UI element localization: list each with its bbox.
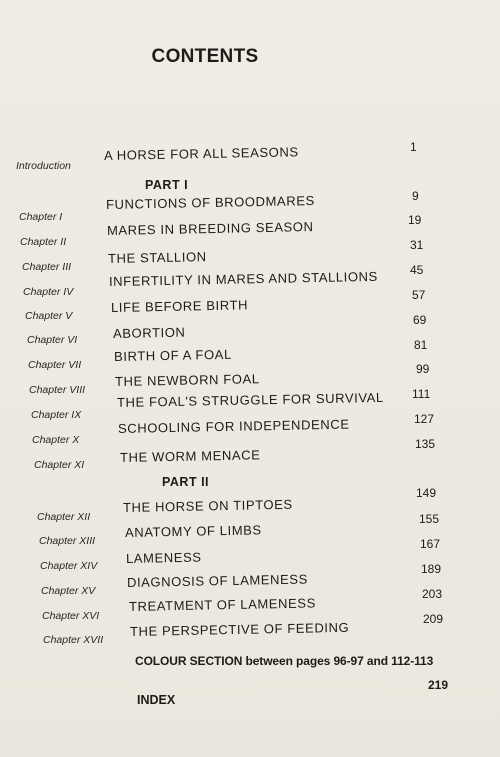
toc-chapter-label: Chapter IX: [31, 409, 82, 421]
part-heading: PART I: [145, 178, 189, 192]
index-page-number: 219: [428, 678, 449, 692]
colour-section-note: COLOUR SECTION between pages 96-97 and 112-113: [135, 654, 434, 668]
toc-chapter-label: Chapter VIII: [29, 384, 86, 396]
toc-title: ABORTION: [112, 324, 186, 341]
toc-title: THE HORSE ON TIPTOES: [122, 496, 293, 515]
toc-title: A HORSE FOR ALL SEASONS: [103, 144, 299, 163]
part-heading: PART II: [162, 475, 210, 489]
page-title: CONTENTS: [151, 46, 259, 67]
toc-chapter-label: Chapter VI: [27, 334, 78, 346]
toc-chapter-label: Introduction: [16, 160, 71, 172]
toc-page-number: 149: [416, 486, 437, 500]
toc-page-number: 45: [410, 263, 424, 277]
toc-title: LAMENESS: [125, 549, 202, 566]
toc-title: THE STALLION: [107, 249, 207, 266]
toc-page-number: 155: [419, 512, 440, 526]
toc-page-number: 81: [414, 338, 428, 352]
toc-page-number: 19: [408, 213, 422, 227]
toc-chapter-label: Chapter XII: [37, 511, 91, 523]
toc-chapter-label: Chapter XV: [41, 585, 96, 597]
toc-title: THE NEWBORN FOAL: [114, 371, 260, 389]
toc-page-number: 209: [423, 612, 444, 626]
toc-page-number: 135: [415, 437, 436, 451]
toc-title: INFERTILITY IN MARES AND STALLIONS: [108, 268, 379, 289]
toc-chapter-label: Chapter II: [20, 236, 67, 248]
toc-chapter-label: Chapter XIII: [39, 535, 96, 547]
toc-title: BIRTH OF A FOAL: [113, 346, 232, 364]
toc-title: DIAGNOSIS OF LAMENESS: [126, 571, 309, 590]
toc-chapter-label: Chapter I: [19, 211, 63, 223]
toc-title: SCHOOLING FOR INDEPENDENCE: [117, 416, 350, 436]
toc-page-number: 31: [410, 238, 424, 252]
toc-page-number: 111: [412, 387, 431, 401]
toc-page-number: 189: [421, 562, 442, 576]
toc-page-number: 99: [416, 362, 430, 376]
toc-page-number: 127: [414, 412, 435, 426]
toc-title: MARES IN BREEDING SEASON: [106, 219, 314, 238]
toc-title: THE FOAL'S STRUGGLE FOR SURVIVAL: [116, 389, 384, 410]
toc-page-number: 167: [420, 537, 441, 551]
toc-chapter-label: Chapter X: [32, 434, 80, 446]
toc-chapter-label: Chapter XVI: [42, 610, 100, 622]
toc-page-number: 1: [410, 140, 417, 154]
toc-chapter-label: Chapter V: [25, 310, 73, 322]
toc-title: THE WORM MENACE: [119, 447, 261, 465]
toc-title: ANATOMY OF LIMBS: [124, 522, 262, 540]
toc-title: LIFE BEFORE BIRTH: [110, 297, 249, 315]
toc-page-number: 203: [422, 587, 443, 601]
toc-chapter-label: Chapter XI: [34, 459, 85, 471]
toc-page-number: 57: [412, 288, 426, 302]
toc-page-number: 69: [413, 313, 427, 327]
toc-chapter-label: Chapter XVII: [43, 634, 104, 646]
toc-title: THE PERSPECTIVE OF FEEDING: [129, 619, 350, 639]
toc-chapter-label: Chapter IV: [23, 286, 74, 298]
toc-chapter-label: Chapter XIV: [40, 560, 98, 572]
toc-chapter-label: Chapter III: [22, 261, 72, 273]
toc-title: FUNCTIONS OF BROODMARES: [105, 192, 315, 212]
toc-page-number: 9: [412, 189, 419, 203]
index-entry: INDEX: [137, 693, 176, 707]
toc-chapter-label: Chapter VII: [28, 359, 82, 371]
toc-title: TREATMENT OF LAMENESS: [128, 595, 317, 614]
